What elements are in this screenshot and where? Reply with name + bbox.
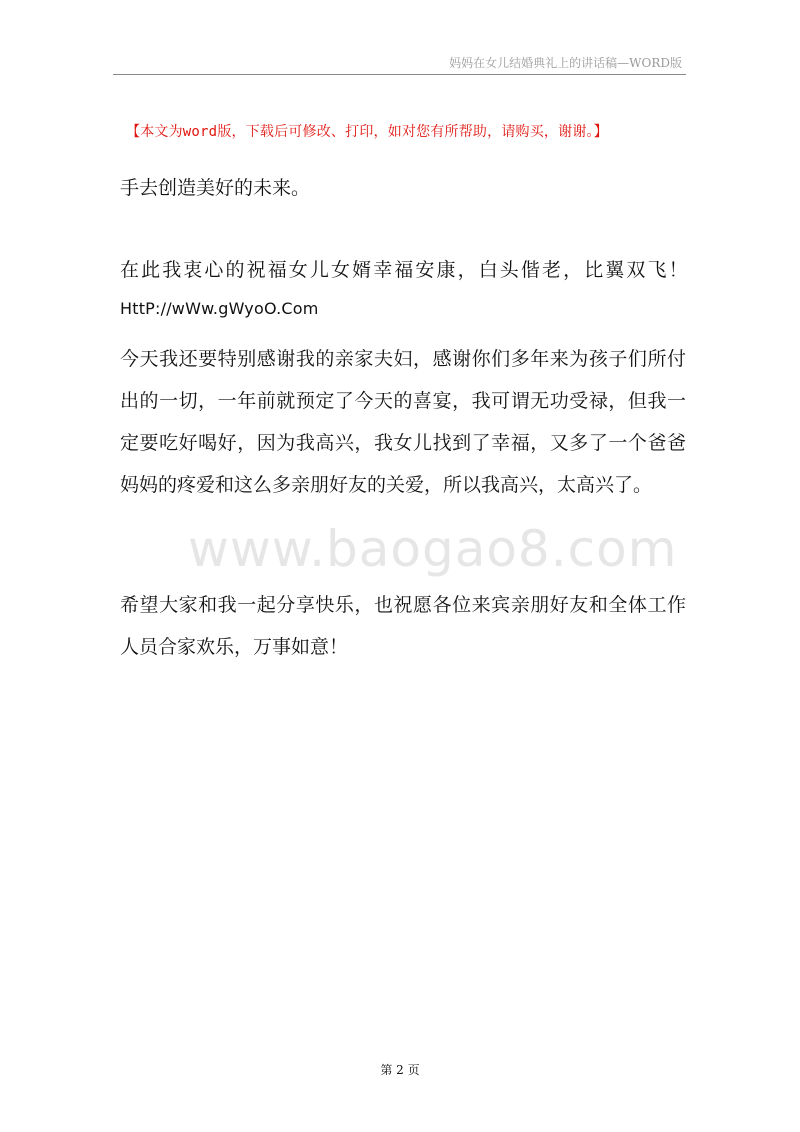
watermark: www.baogao8.com <box>188 520 678 578</box>
paragraph-4: 希望大家和我一起分享快乐，也祝愿各位来宾亲朋好友和全体工作人员合家欢乐，万事如意！ <box>120 594 686 658</box>
page-number: 第 2 页 <box>380 1063 420 1077</box>
paragraph-1: 手去创造美好的未来。 <box>120 177 311 199</box>
purchase-notice: 【本文为word版，下载后可修改、打印，如对您有所帮助，请购买，谢谢。】 <box>126 124 608 140</box>
header-divider <box>113 74 686 75</box>
paragraph-3: 今天我还要特别感谢我的亲家夫妇，感谢你们多年来为孩子们所付出的一切，一年前就预定了今天的喜宴，我可谓无功受禄，但我一定要吃好喝好，因为我高兴，我女儿找到了幸福，又多了一个爸爸妈妈的疼爱和这么多亲朋好友的关爱，所以我高兴，太高兴了。 <box>120 348 686 496</box>
source-url: HttP://wWw.gWyoO.Com <box>120 299 319 318</box>
paragraph-2: 在此我衷心的祝福女儿女婿幸福安康，白头偕老，比翼双飞！ <box>120 259 690 281</box>
header-title: 妈妈在女儿结婚典礼上的讲话稿—WORD版 <box>449 56 682 70</box>
